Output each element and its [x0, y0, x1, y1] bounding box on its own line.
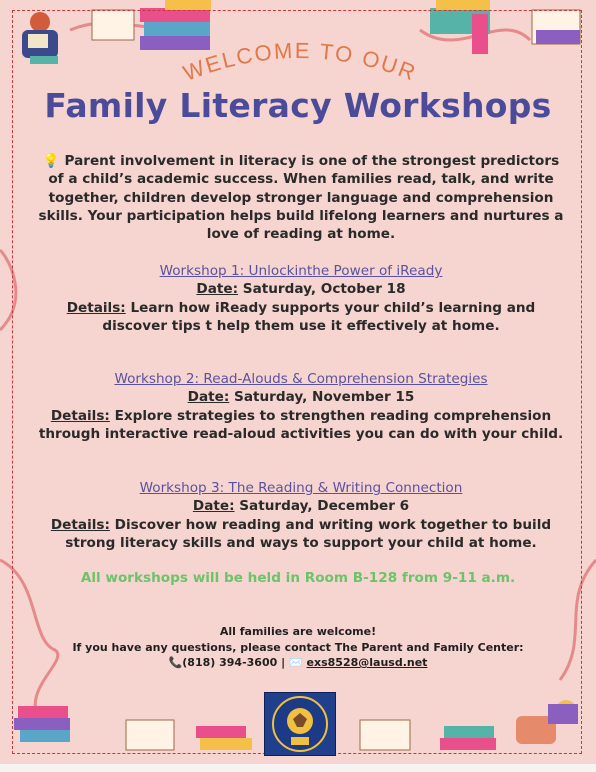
page-title: Family Literacy Workshops [44, 86, 552, 125]
date-label: Date: [187, 389, 230, 406]
workshop-title: Workshop 1: Unlockinthe Power of iReady [159, 263, 443, 279]
phone-number[interactable]: (818) 394-3600 [182, 656, 278, 669]
location-note: All workshops will be held in Room B-128 from 9-11 a.m. [80, 570, 516, 586]
workshop-details: Learn how iReady supports your child’s learning and discover tips t help them use it effectively at home. [102, 299, 536, 334]
details-label: Details: [50, 516, 110, 533]
welcome-text: All families are welcome! [219, 625, 377, 638]
workshop-details: Explore strategies to strengthen reading comprehension through interactive read-aloud activities you can do with your child. [38, 407, 564, 442]
school-seal-logo [264, 692, 336, 756]
lightbulb-icon: 💡 [42, 153, 60, 169]
details-label: Details: [50, 407, 110, 424]
workshop-3 [34, 479, 568, 552]
envelope-icon: ✉️ [288, 656, 303, 669]
workshop-details: Discover how reading and writing work together to build strong literacy skills and ways to support your child at home. [65, 516, 552, 551]
intro-paragraph [36, 152, 566, 243]
separator: | [281, 656, 286, 669]
subtitle-arc [150, 42, 450, 82]
intro-text: Parent involvement in literacy is one of the strongest predictors of a child’s academic success. When families read, talk, and write together, children develop stronger language and comprehension skills. Your participation helps build lifelong learners and nurtures a love of reading at home. [38, 153, 564, 243]
workshop-title: Workshop 3: The Reading & Writing Connection [139, 480, 463, 496]
workshop-1 [34, 262, 568, 335]
subtitle-text: WELCOME TO OUR [179, 42, 421, 82]
email-link[interactable]: exs8528@lausd.net [306, 656, 428, 669]
date-label: Date: [192, 498, 235, 515]
date-label: Date: [196, 281, 239, 298]
workshop-2 [34, 370, 568, 443]
workshop-date: Saturday, December 6 [239, 498, 410, 515]
contact-line: If you have any questions, please contact The Parent and Family Center: [72, 640, 524, 654]
workshop-date: Saturday, October 18 [242, 281, 406, 298]
workshop-date: Saturday, November 15 [234, 389, 415, 406]
workshop-title: Workshop 2: Read-Alouds & Comprehension Strategies [114, 371, 488, 387]
svg-text:WELCOME TO OUR [180, 42, 421, 82]
phone-icon: 📞 [168, 656, 183, 669]
details-label: Details: [66, 299, 126, 316]
contact-block [0, 624, 596, 671]
